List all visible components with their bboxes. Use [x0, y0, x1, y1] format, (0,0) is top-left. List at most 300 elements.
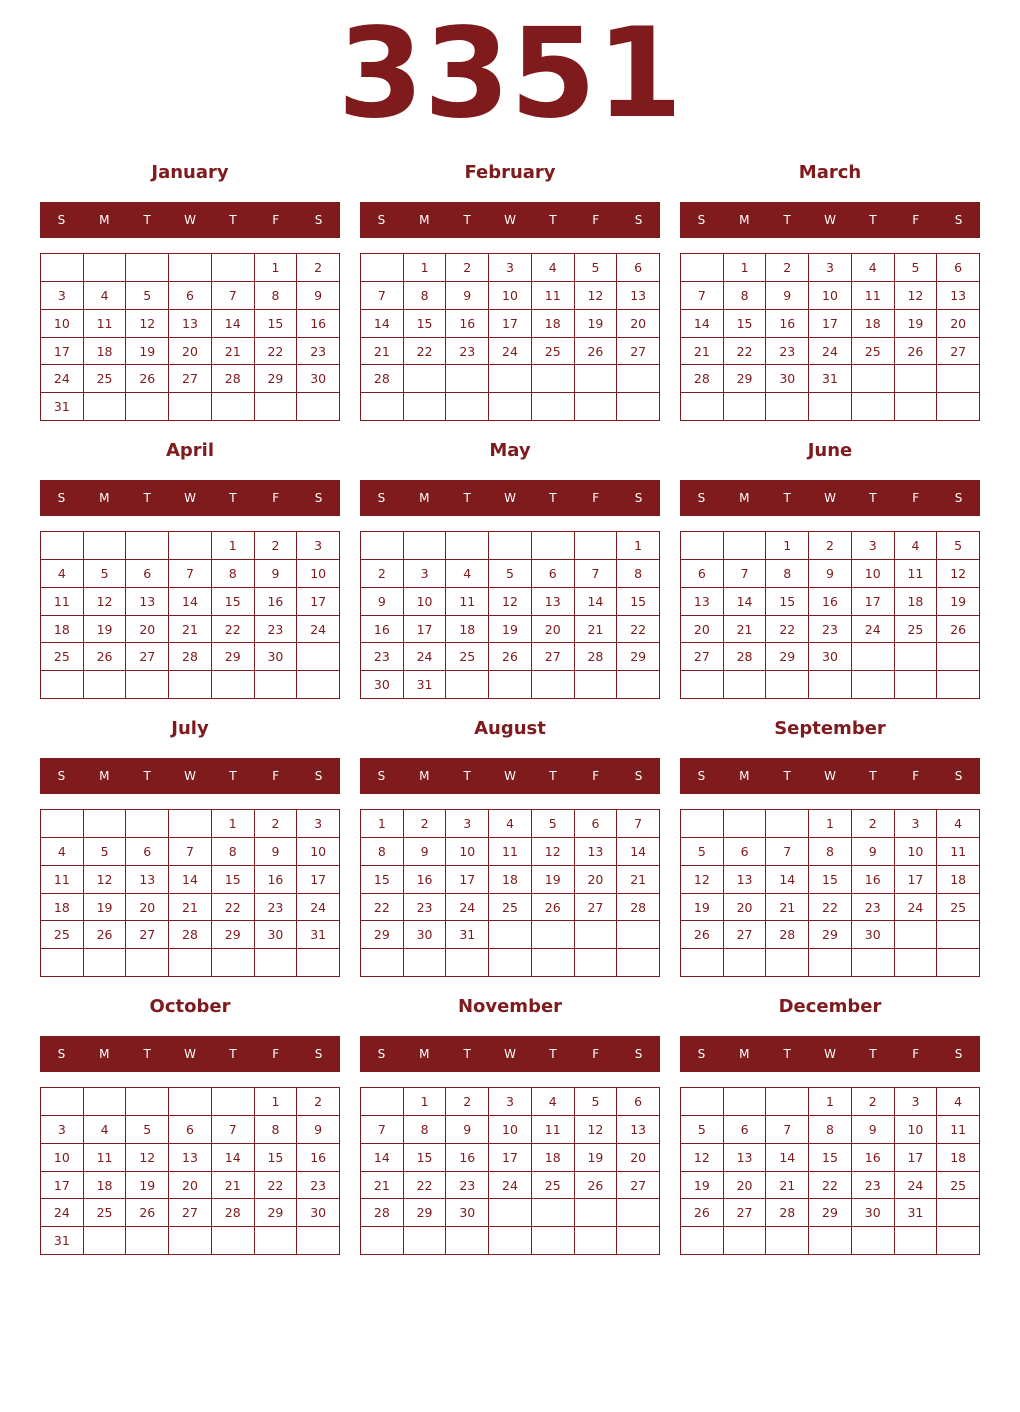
day-cell: 4: [84, 1116, 127, 1144]
weekday-label: W: [504, 213, 516, 227]
day-cell: [937, 643, 980, 671]
day-cell: 10: [297, 560, 340, 588]
day-cell: [766, 1088, 809, 1116]
day-cell: 23: [255, 616, 298, 644]
day-cell: 15: [617, 588, 660, 616]
day-cell: 3: [297, 532, 340, 560]
day-cell: 17: [852, 588, 895, 616]
day-cell: 3: [41, 1116, 84, 1144]
weekday-label: F: [272, 491, 280, 505]
day-cell: 19: [937, 588, 980, 616]
day-cell: [852, 393, 895, 421]
day-cell: [766, 949, 809, 977]
day-cell: [361, 1227, 404, 1255]
weekday-label: T: [549, 491, 557, 505]
weekday-label: T: [549, 213, 557, 227]
month-title: April: [165, 440, 215, 461]
day-cell: 6: [126, 560, 169, 588]
day-cell: 27: [169, 1199, 212, 1227]
day-cell: 16: [446, 310, 489, 338]
day-cell: 10: [895, 838, 938, 866]
day-cell: 25: [532, 338, 575, 366]
day-cell: 24: [895, 1172, 938, 1200]
day-cell: [169, 254, 212, 282]
day-cell: [852, 1227, 895, 1255]
day-cell: [852, 671, 895, 699]
day-cell: 2: [766, 254, 809, 282]
day-cell: 5: [489, 560, 532, 588]
day-cell: 6: [681, 560, 724, 588]
day-cell: 23: [446, 338, 489, 366]
day-cell: 10: [446, 838, 489, 866]
day-cell: 10: [404, 588, 447, 616]
day-cell: 18: [84, 338, 127, 366]
day-cell: 8: [212, 838, 255, 866]
day-cell: 23: [404, 894, 447, 922]
day-cell: 21: [766, 894, 809, 922]
day-cell: [532, 921, 575, 949]
day-cell: 14: [169, 588, 212, 616]
month-september: [680, 716, 980, 986]
day-cell: 7: [766, 838, 809, 866]
weekday-label: W: [824, 1047, 836, 1061]
day-cell: 30: [852, 921, 895, 949]
day-cell: [169, 532, 212, 560]
day-cell: [766, 1227, 809, 1255]
day-cell: 22: [766, 616, 809, 644]
day-cell: 27: [575, 894, 618, 922]
day-cell: [937, 671, 980, 699]
day-cell: 2: [361, 560, 404, 588]
day-cell: [169, 671, 212, 699]
day-cell: 5: [532, 810, 575, 838]
day-cell: 30: [255, 921, 298, 949]
day-cell: 19: [681, 894, 724, 922]
day-cell: [532, 393, 575, 421]
day-cell: 3: [809, 254, 852, 282]
day-cell: 19: [681, 1172, 724, 1200]
day-cell: 16: [361, 616, 404, 644]
day-cell: 7: [169, 838, 212, 866]
day-cell: [212, 949, 255, 977]
month-april: [40, 438, 340, 708]
day-cell: [681, 671, 724, 699]
day-cell: 6: [169, 1116, 212, 1144]
day-cell: 16: [297, 310, 340, 338]
weekday-label: T: [463, 213, 471, 227]
day-cell: 20: [937, 310, 980, 338]
day-cell: 24: [895, 894, 938, 922]
day-cell: 20: [532, 616, 575, 644]
day-cell: [84, 671, 127, 699]
month-title: May: [489, 440, 531, 461]
weekday-label: S: [377, 1047, 386, 1061]
day-cell: 4: [937, 810, 980, 838]
day-cell: 30: [297, 365, 340, 393]
day-cell: 29: [724, 365, 767, 393]
day-cell: 15: [809, 866, 852, 894]
day-cell: 26: [937, 616, 980, 644]
day-cell: 24: [404, 643, 447, 671]
day-cell: 2: [446, 254, 489, 282]
day-cell: 19: [895, 310, 938, 338]
weekday-label: S: [377, 213, 386, 227]
day-cell: 10: [852, 560, 895, 588]
day-cell: 28: [361, 365, 404, 393]
day-cell: 22: [809, 894, 852, 922]
day-cell: 12: [937, 560, 980, 588]
day-cell: 2: [255, 532, 298, 560]
day-cell: 12: [681, 1144, 724, 1172]
weekday-label: T: [869, 769, 877, 783]
day-cell: 12: [681, 866, 724, 894]
day-cell: 3: [446, 810, 489, 838]
day-cell: [681, 393, 724, 421]
weekday-label: M: [739, 769, 750, 783]
day-cell: 9: [297, 1116, 340, 1144]
day-cell: 25: [532, 1172, 575, 1200]
day-cell: [489, 365, 532, 393]
month-title: March: [798, 162, 862, 183]
day-cell: [724, 949, 767, 977]
day-cell: 20: [724, 894, 767, 922]
day-cell: [532, 365, 575, 393]
day-cell: 6: [724, 1116, 767, 1144]
day-cell: 23: [361, 643, 404, 671]
day-cell: 9: [446, 1116, 489, 1144]
day-cell: [212, 1227, 255, 1255]
day-cell: 22: [404, 338, 447, 366]
day-cell: 30: [297, 1199, 340, 1227]
month-title: June: [807, 440, 853, 461]
weekday-label: T: [783, 1047, 791, 1061]
day-cell: 7: [724, 560, 767, 588]
weekday-label: W: [184, 213, 196, 227]
day-cell: [297, 393, 340, 421]
weekday-label: S: [314, 491, 323, 505]
weekday-label: S: [634, 491, 643, 505]
weekday-label: S: [57, 213, 66, 227]
day-cell: [489, 532, 532, 560]
day-cell: 14: [169, 866, 212, 894]
day-cell: 8: [617, 560, 660, 588]
day-cell: 12: [84, 588, 127, 616]
day-cell: [169, 949, 212, 977]
day-cell: 14: [681, 310, 724, 338]
day-cell: [809, 671, 852, 699]
day-cell: 9: [255, 838, 298, 866]
day-cell: 5: [681, 1116, 724, 1144]
day-cell: 21: [169, 894, 212, 922]
day-cell: 16: [446, 1144, 489, 1172]
day-grid: [360, 253, 660, 421]
day-cell: 28: [766, 921, 809, 949]
weekday-label: M: [99, 491, 110, 505]
day-cell: [532, 532, 575, 560]
day-cell: 15: [724, 310, 767, 338]
day-cell: [84, 393, 127, 421]
day-cell: 8: [361, 838, 404, 866]
day-cell: [169, 393, 212, 421]
day-cell: [404, 949, 447, 977]
weekday-label: F: [272, 769, 280, 783]
day-cell: [169, 1227, 212, 1255]
day-cell: 28: [575, 643, 618, 671]
day-cell: [84, 810, 127, 838]
day-cell: 18: [852, 310, 895, 338]
day-cell: 3: [489, 1088, 532, 1116]
day-cell: 17: [489, 1144, 532, 1172]
day-cell: [169, 810, 212, 838]
day-cell: 28: [617, 894, 660, 922]
day-cell: 31: [446, 921, 489, 949]
day-cell: 24: [297, 616, 340, 644]
day-cell: 17: [41, 338, 84, 366]
day-cell: 3: [852, 532, 895, 560]
day-cell: 21: [681, 338, 724, 366]
month-title: January: [151, 162, 229, 183]
weekday-label: F: [592, 1047, 600, 1061]
day-cell: 20: [126, 616, 169, 644]
day-cell: [212, 254, 255, 282]
day-cell: 20: [617, 1144, 660, 1172]
day-cell: 12: [575, 1116, 618, 1144]
day-cell: [41, 949, 84, 977]
day-cell: 7: [169, 560, 212, 588]
day-cell: 10: [297, 838, 340, 866]
day-cell: 26: [489, 643, 532, 671]
day-cell: 31: [41, 393, 84, 421]
day-cell: 6: [937, 254, 980, 282]
day-cell: [126, 1088, 169, 1116]
day-cell: 18: [937, 866, 980, 894]
day-cell: 6: [575, 810, 618, 838]
day-cell: [617, 921, 660, 949]
month-june: [680, 438, 980, 708]
day-cell: 3: [895, 1088, 938, 1116]
day-cell: 4: [41, 838, 84, 866]
day-grid: [40, 253, 340, 421]
day-grid: [360, 809, 660, 977]
day-cell: 26: [575, 1172, 618, 1200]
day-cell: 22: [255, 338, 298, 366]
day-cell: [84, 532, 127, 560]
day-cell: [404, 365, 447, 393]
day-cell: 18: [937, 1144, 980, 1172]
day-cell: 30: [404, 921, 447, 949]
day-grid: [40, 531, 340, 699]
day-cell: 13: [169, 310, 212, 338]
day-cell: 28: [361, 1199, 404, 1227]
day-cell: 22: [404, 1172, 447, 1200]
day-cell: 4: [852, 254, 895, 282]
day-cell: 1: [361, 810, 404, 838]
day-cell: [255, 949, 298, 977]
month-title: September: [774, 718, 886, 739]
day-cell: 13: [937, 282, 980, 310]
day-cell: 21: [617, 866, 660, 894]
day-cell: 9: [255, 560, 298, 588]
day-cell: 25: [937, 1172, 980, 1200]
weekday-label: M: [99, 213, 110, 227]
day-cell: 16: [404, 866, 447, 894]
weekday-header: [360, 1036, 660, 1072]
day-cell: [852, 643, 895, 671]
day-cell: [532, 1199, 575, 1227]
day-cell: 29: [766, 643, 809, 671]
day-cell: 9: [852, 1116, 895, 1144]
day-cell: 22: [724, 338, 767, 366]
weekday-label: F: [592, 491, 600, 505]
day-cell: 25: [84, 365, 127, 393]
day-cell: 16: [766, 310, 809, 338]
day-cell: [809, 393, 852, 421]
day-cell: 8: [809, 1116, 852, 1144]
day-cell: 5: [937, 532, 980, 560]
day-cell: [489, 949, 532, 977]
day-cell: 12: [532, 838, 575, 866]
day-cell: 18: [84, 1172, 127, 1200]
day-cell: [361, 393, 404, 421]
day-cell: 16: [809, 588, 852, 616]
month-december: [680, 994, 980, 1264]
day-cell: [489, 393, 532, 421]
day-cell: 17: [895, 866, 938, 894]
day-cell: [681, 1088, 724, 1116]
day-cell: 17: [895, 1144, 938, 1172]
weekday-label: W: [824, 769, 836, 783]
weekday-label: T: [229, 769, 237, 783]
weekday-label: T: [143, 1047, 151, 1061]
month-october: [40, 994, 340, 1264]
day-cell: [681, 254, 724, 282]
day-cell: 20: [575, 866, 618, 894]
weekday-label: S: [57, 769, 66, 783]
day-cell: 11: [41, 866, 84, 894]
day-cell: 9: [361, 588, 404, 616]
day-cell: [489, 921, 532, 949]
day-cell: [575, 671, 618, 699]
day-cell: 8: [255, 1116, 298, 1144]
day-cell: [489, 1199, 532, 1227]
month-january: [40, 160, 340, 430]
day-cell: 21: [575, 616, 618, 644]
day-cell: 15: [255, 1144, 298, 1172]
day-cell: [724, 393, 767, 421]
day-cell: [212, 671, 255, 699]
day-cell: 29: [617, 643, 660, 671]
day-cell: 1: [404, 1088, 447, 1116]
day-cell: [681, 1227, 724, 1255]
day-cell: 24: [41, 365, 84, 393]
day-cell: 1: [212, 532, 255, 560]
day-cell: 8: [766, 560, 809, 588]
weekday-label: T: [783, 213, 791, 227]
day-cell: [575, 393, 618, 421]
day-cell: 24: [41, 1199, 84, 1227]
weekday-label: S: [697, 1047, 706, 1061]
day-cell: 28: [169, 921, 212, 949]
day-cell: 4: [532, 1088, 575, 1116]
day-cell: 7: [212, 282, 255, 310]
day-cell: 11: [446, 588, 489, 616]
day-cell: 7: [212, 1116, 255, 1144]
day-cell: [297, 671, 340, 699]
day-cell: [41, 1088, 84, 1116]
day-cell: 27: [617, 338, 660, 366]
day-cell: 22: [617, 616, 660, 644]
day-cell: 20: [724, 1172, 767, 1200]
day-cell: [617, 1227, 660, 1255]
day-cell: [446, 393, 489, 421]
day-cell: 31: [404, 671, 447, 699]
day-cell: 28: [169, 643, 212, 671]
day-cell: 2: [404, 810, 447, 838]
day-cell: [681, 810, 724, 838]
day-cell: 14: [724, 588, 767, 616]
day-cell: 27: [126, 643, 169, 671]
day-cell: [724, 1088, 767, 1116]
day-cell: [575, 1199, 618, 1227]
day-cell: [361, 1088, 404, 1116]
day-cell: 23: [766, 338, 809, 366]
day-cell: 6: [169, 282, 212, 310]
day-cell: [724, 671, 767, 699]
weekday-label: M: [739, 213, 750, 227]
day-cell: [895, 671, 938, 699]
weekday-label: T: [229, 491, 237, 505]
day-cell: 23: [297, 1172, 340, 1200]
day-cell: [255, 671, 298, 699]
day-cell: 21: [361, 338, 404, 366]
day-cell: 5: [575, 1088, 618, 1116]
day-cell: 13: [681, 588, 724, 616]
day-cell: 1: [809, 1088, 852, 1116]
day-cell: 18: [446, 616, 489, 644]
weekday-label: S: [697, 213, 706, 227]
day-cell: [255, 393, 298, 421]
day-cell: [766, 671, 809, 699]
day-cell: 24: [446, 894, 489, 922]
day-cell: [361, 532, 404, 560]
day-cell: 4: [84, 282, 127, 310]
day-cell: [361, 254, 404, 282]
day-cell: [617, 1199, 660, 1227]
day-cell: 1: [212, 810, 255, 838]
day-cell: [297, 643, 340, 671]
day-cell: 6: [724, 838, 767, 866]
day-cell: 11: [532, 1116, 575, 1144]
day-cell: 17: [404, 616, 447, 644]
day-cell: 16: [852, 1144, 895, 1172]
day-cell: 19: [532, 866, 575, 894]
day-cell: [617, 365, 660, 393]
weekday-label: S: [377, 769, 386, 783]
day-cell: [41, 671, 84, 699]
weekday-label: F: [912, 769, 920, 783]
day-cell: 9: [404, 838, 447, 866]
day-grid: [360, 1087, 660, 1255]
weekday-header: [40, 480, 340, 516]
weekday-label: T: [143, 769, 151, 783]
weekday-label: M: [419, 769, 430, 783]
day-cell: 26: [575, 338, 618, 366]
day-cell: 10: [41, 1144, 84, 1172]
day-cell: 3: [297, 810, 340, 838]
month-july: [40, 716, 340, 986]
day-cell: [937, 1199, 980, 1227]
day-cell: 17: [297, 588, 340, 616]
